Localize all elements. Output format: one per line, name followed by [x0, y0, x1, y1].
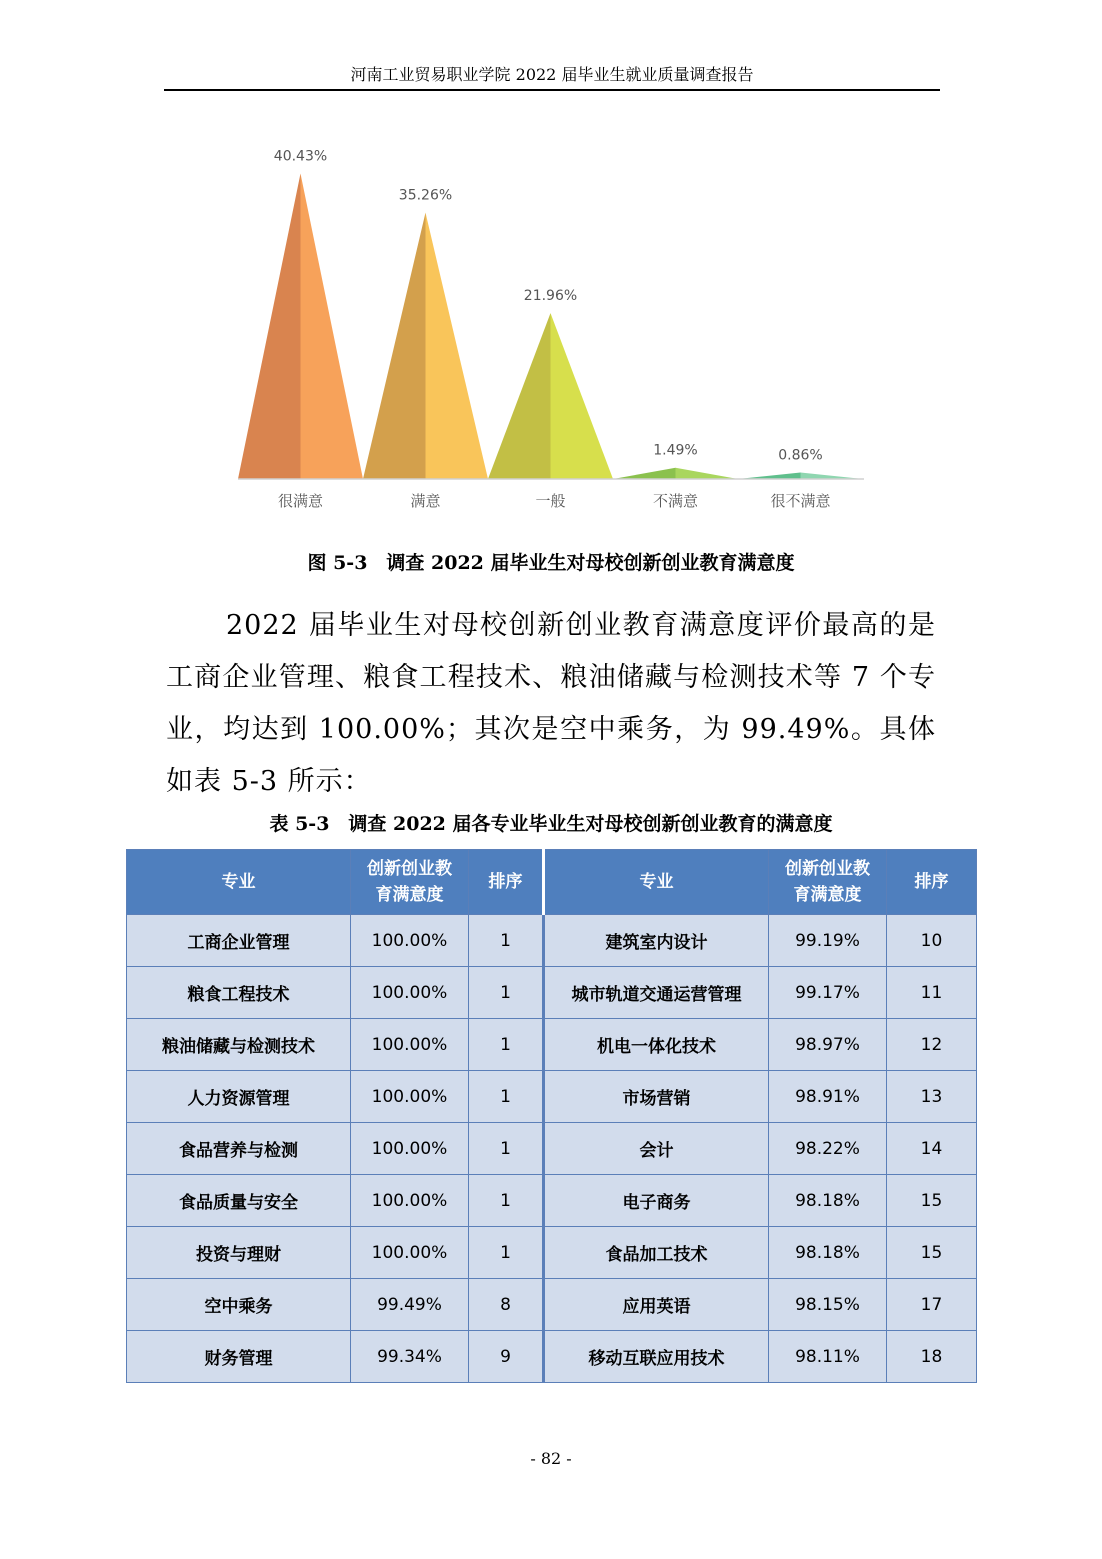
satisfaction-chart [200, 140, 900, 525]
chart-bar-light [801, 473, 864, 479]
rank-cell: 1 [469, 1071, 544, 1123]
rank-cell: 1 [469, 1227, 544, 1279]
satisfaction-cell: 98.18% [769, 1227, 887, 1279]
rank-cell: 1 [469, 967, 544, 1019]
chart-category-label: 很不满意 [770, 492, 831, 510]
table-caption: 表 5-3 调查 2022 届各专业毕业生对母校创新创业教育的满意度 [269, 813, 833, 835]
rank-cell: 15 [887, 1227, 977, 1279]
satisfaction-cell: 98.15% [769, 1279, 887, 1331]
chart-value-label: 35.26% [398, 187, 453, 204]
header-rank: 排序 [469, 850, 544, 915]
header-major: 专业 [127, 850, 351, 915]
satisfaction-cell: 100.00% [351, 1071, 469, 1123]
rank-cell: 9 [469, 1331, 544, 1383]
body-paragraph: 2022 届毕业生对母校创新创业教育满意度评价最高的是工商企业管理、粮食工程技术、粮油储藏与检测技术等 7 个专业，均达到 100.00%；其次是空中乘务，为 99.49%。具体如表 5-3 所示： [166, 610, 936, 797]
satisfaction-cell: 99.34% [351, 1331, 469, 1383]
header-satisfaction [351, 850, 469, 915]
major-cell: 粮食工程技术 [127, 967, 351, 1019]
rank-cell: 1 [469, 1123, 544, 1175]
major-cell: 城市轨道交通运营管理 [544, 967, 769, 1019]
satisfaction-cell: 100.00% [351, 1019, 469, 1071]
satisfaction-cell: 98.18% [769, 1175, 887, 1227]
header-rank: 排序 [887, 850, 977, 915]
chart-bar [363, 213, 488, 479]
rank-cell: 14 [887, 1123, 977, 1175]
major-cell: 食品营养与检测 [127, 1123, 351, 1175]
satisfaction-cell: 98.91% [769, 1071, 887, 1123]
rank-cell: 1 [469, 1175, 544, 1227]
major-cell: 市场营销 [544, 1071, 769, 1123]
chart-bar-light [551, 313, 614, 479]
major-cell: 工商企业管理 [127, 915, 351, 967]
satisfaction-cell: 100.00% [351, 1175, 469, 1227]
satisfaction-cell: 98.11% [769, 1331, 887, 1383]
table-row [127, 1019, 977, 1071]
rank-cell: 11 [887, 967, 977, 1019]
satisfaction-table [126, 849, 977, 1383]
rank-cell: 10 [887, 915, 977, 967]
chart-category-label: 不满意 [652, 492, 699, 510]
rank-cell: 13 [887, 1071, 977, 1123]
header-rule [164, 89, 940, 91]
header-satisfaction-line2: 育满意度 [375, 885, 444, 905]
major-cell: 电子商务 [544, 1175, 769, 1227]
rank-cell: 15 [887, 1175, 977, 1227]
major-cell: 空中乘务 [127, 1279, 351, 1331]
chart-bar [238, 174, 363, 479]
rank-cell: 17 [887, 1279, 977, 1331]
chart-marks [238, 149, 863, 510]
header-satisfaction-line1: 创新创业教 [367, 859, 452, 879]
major-cell: 食品加工技术 [544, 1227, 769, 1279]
table-row [127, 1071, 977, 1123]
chart-bar-shade [363, 213, 426, 479]
rank-cell: 18 [887, 1331, 977, 1383]
header-satisfaction-line1: 创新创业教 [785, 859, 870, 879]
major-cell: 会计 [544, 1123, 769, 1175]
page-number: - 82 - [530, 1449, 572, 1468]
satisfaction-cell: 98.22% [769, 1123, 887, 1175]
rank-cell: 8 [469, 1279, 544, 1331]
rank-cell: 1 [469, 1019, 544, 1071]
chart-bar [613, 468, 738, 479]
chart-bar-shade [488, 313, 551, 479]
chart-bar-light [301, 174, 364, 479]
chart-bar-light [676, 468, 739, 479]
table-row [127, 1331, 977, 1383]
table-header-row [127, 850, 977, 915]
major-cell: 财务管理 [127, 1331, 351, 1383]
chart-bar-shade [613, 468, 676, 479]
table-row [127, 967, 977, 1019]
chart-bar [738, 473, 863, 479]
header-satisfaction-line2: 育满意度 [793, 885, 862, 905]
major-cell: 粮油储藏与检测技术 [127, 1019, 351, 1071]
satisfaction-cell: 99.49% [351, 1279, 469, 1331]
chart-value-label: 21.96% [523, 288, 578, 305]
major-cell: 应用英语 [544, 1279, 769, 1331]
chart-bar-light [426, 213, 489, 479]
chart-bar-shade [738, 473, 801, 479]
satisfaction-cell: 100.00% [351, 1227, 469, 1279]
table-row [127, 1175, 977, 1227]
chart-value-label: 40.43% [273, 148, 328, 165]
major-cell: 机电一体化技术 [544, 1019, 769, 1071]
chart-bar [488, 313, 613, 479]
major-cell: 建筑室内设计 [544, 915, 769, 967]
satisfaction-cell: 100.00% [351, 915, 469, 967]
major-cell: 人力资源管理 [127, 1071, 351, 1123]
header-satisfaction [769, 850, 887, 915]
satisfaction-cell: 100.00% [351, 1123, 469, 1175]
chart-bar-shade [238, 174, 301, 479]
chart-value-label: 0.86% [778, 447, 823, 464]
major-cell: 投资与理财 [127, 1227, 351, 1279]
chart-category-label: 满意 [410, 492, 441, 510]
satisfaction-cell: 99.17% [769, 967, 887, 1019]
table-row [127, 915, 977, 967]
table-row [127, 1227, 977, 1279]
header-title: 河南工业贸易职业学院 2022 届毕业生就业质量调查报告 [350, 65, 754, 84]
header-major: 专业 [544, 850, 769, 915]
chart-category-label: 一般 [535, 492, 566, 510]
rank-cell: 12 [887, 1019, 977, 1071]
chart-caption: 图 5-3 调查 2022 届毕业生对母校创新创业教育满意度 [307, 552, 795, 574]
table-row [127, 1279, 977, 1331]
satisfaction-cell: 99.19% [769, 915, 887, 967]
satisfaction-cell: 100.00% [351, 967, 469, 1019]
chart-value-label: 1.49% [653, 442, 698, 459]
table-row [127, 1123, 977, 1175]
major-cell: 食品质量与安全 [127, 1175, 351, 1227]
chart-category-label: 很满意 [277, 492, 324, 510]
major-cell: 移动互联应用技术 [544, 1331, 769, 1383]
rank-cell: 1 [469, 915, 544, 967]
satisfaction-cell: 98.97% [769, 1019, 887, 1071]
